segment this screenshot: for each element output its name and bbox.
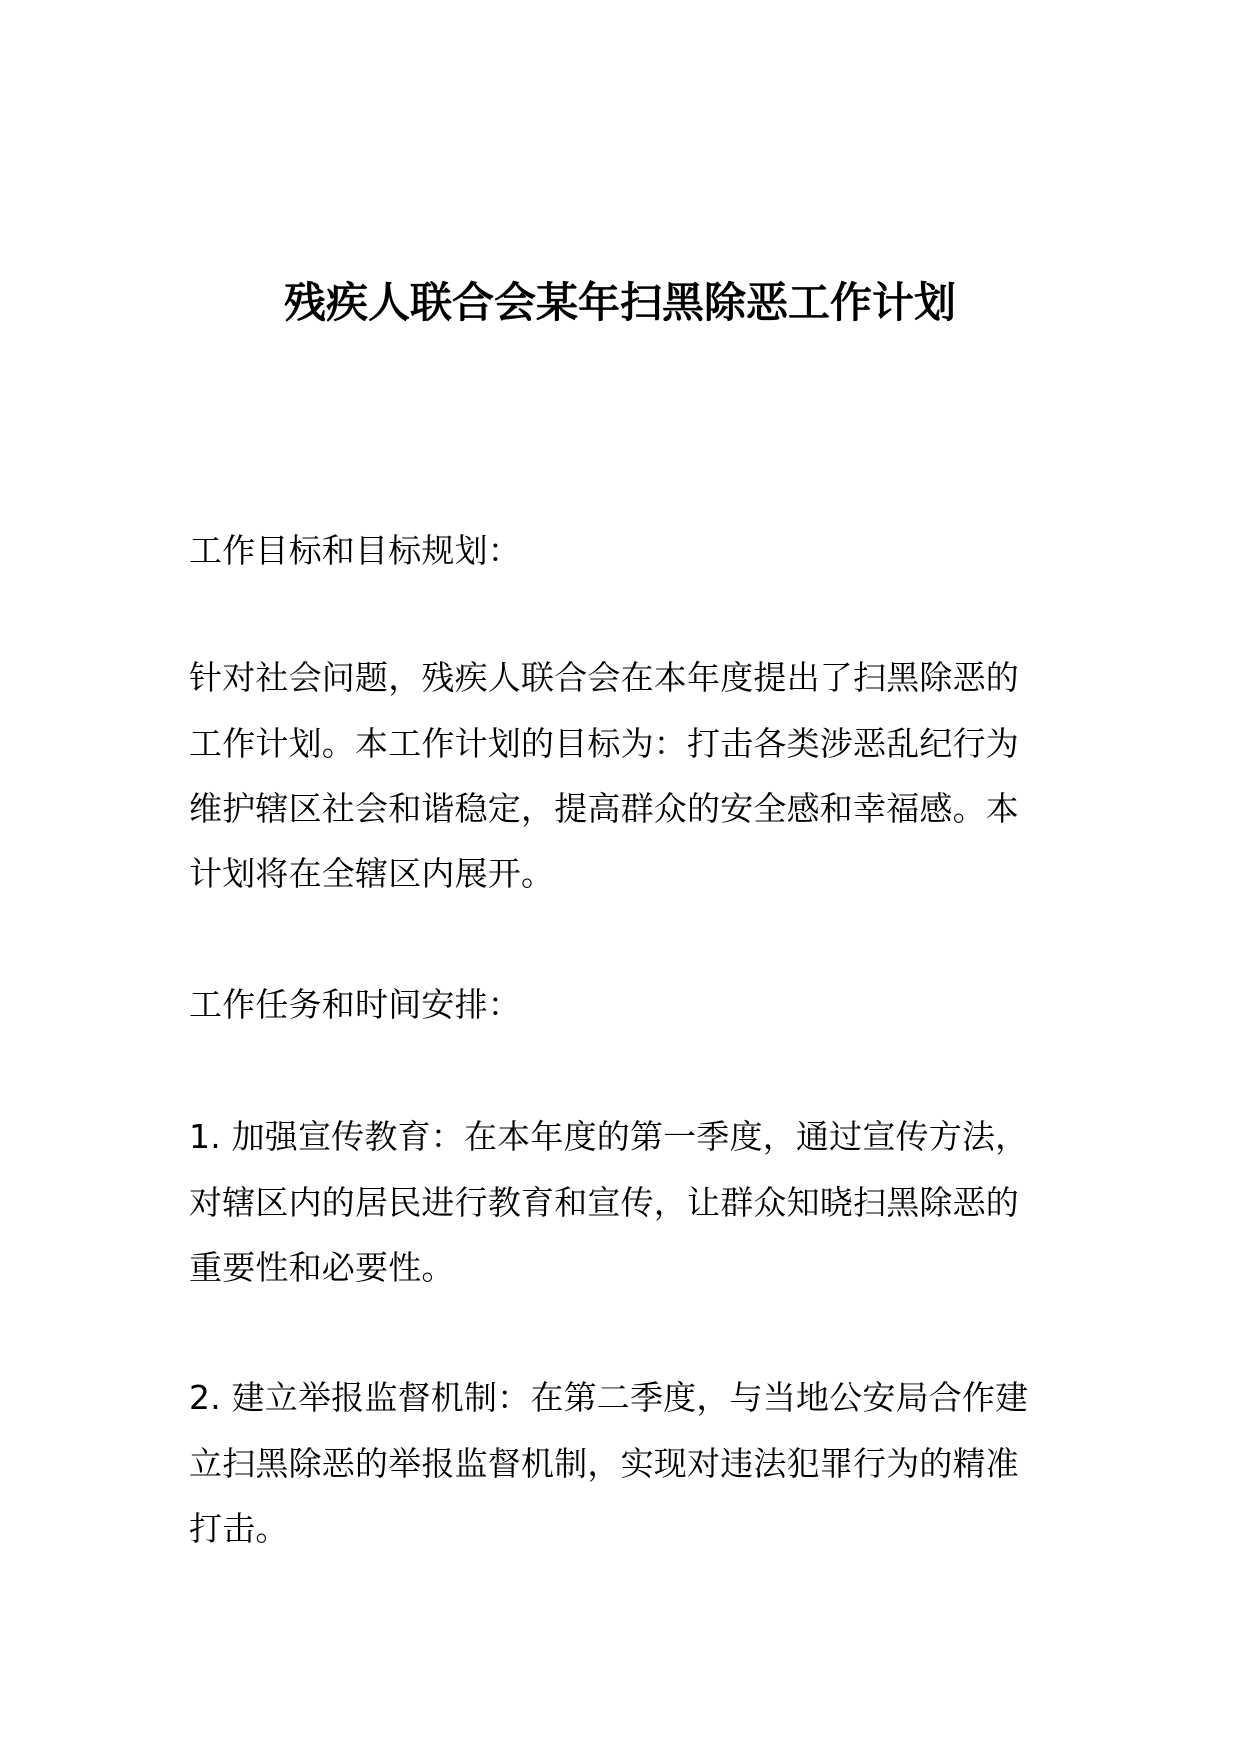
paragraph-line: 打击。 bbox=[189, 1509, 289, 1548]
section-heading-tasks: 工作任务和时间安排： bbox=[189, 985, 521, 1024]
paragraph-line: 立扫黑除恶的举报监督机制，实现对违法犯罪行为的精准 bbox=[189, 1444, 1019, 1483]
paragraph-line: 重要性和必要性。 bbox=[189, 1248, 455, 1287]
paragraph-line: 1. 加强宣传教育：在本年度的第一季度，通过宣传方法， bbox=[189, 1117, 1029, 1156]
paragraph-line: 2. 建立举报监督机制：在第二季度，与当地公安局合作建 bbox=[189, 1378, 1029, 1417]
section-heading-goals: 工作目标和目标规划： bbox=[189, 531, 521, 570]
paragraph-line: 对辖区内的居民进行教育和宣传，让群众知晓扫黑除恶的 bbox=[189, 1183, 1019, 1222]
document-title: 残疾人联合会某年扫黑除恶工作计划 bbox=[283, 278, 956, 327]
paragraph-line: 针对社会问题，残疾人联合会在本年度提出了扫黑除恶的 bbox=[189, 658, 1019, 697]
paragraph-line: 计划将在全辖区内展开。 bbox=[189, 854, 555, 893]
paragraph-line: 维护辖区社会和谐稳定，提高群众的安全感和幸福感。本 bbox=[189, 789, 1019, 828]
paragraph-line: 工作计划。本工作计划的目标为：打击各类涉恶乱纪行为 bbox=[189, 724, 1019, 763]
